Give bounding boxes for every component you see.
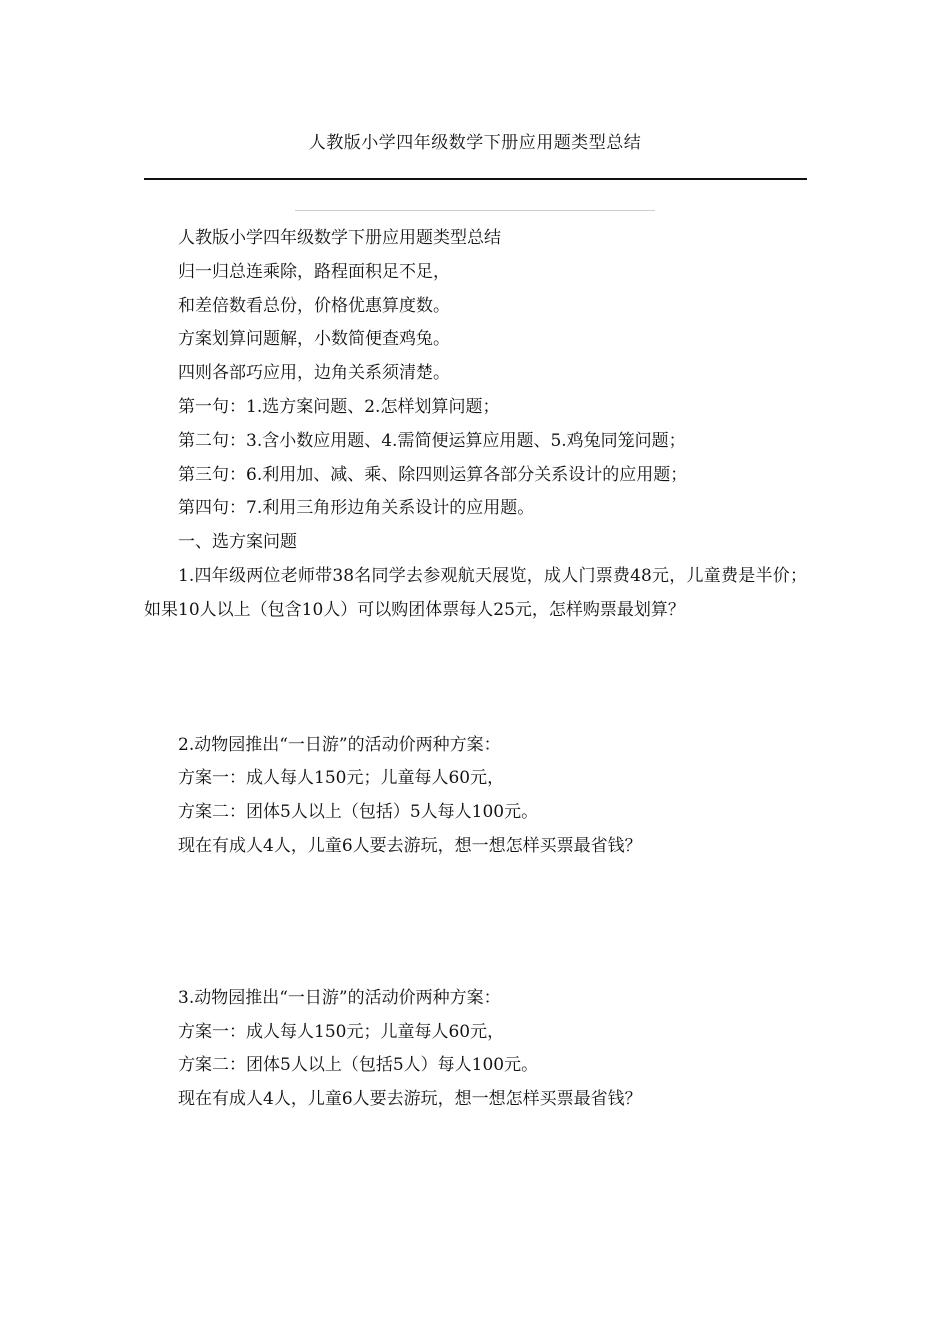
thin-divider	[295, 210, 655, 211]
verse-line: 四则各部巧应用，边角关系须清楚。	[178, 363, 450, 384]
header-rule	[144, 178, 807, 180]
problem-3-line: 方案二：团体5人以上（包括5人）每人100元。	[178, 1055, 539, 1076]
sentence-line: 第二句：3.含小数应用题、4.需简便运算应用题、5.鸡兔同笼问题；	[178, 430, 686, 451]
verse-line: 和差倍数看总份，价格优惠算度数。	[178, 295, 450, 316]
document-title: 人教版小学四年级数学下册应用题类型总结	[178, 228, 501, 248]
sentence-line: 第一句：1.选方案问题、2.怎样划算问题；	[178, 396, 500, 417]
answer-space	[144, 628, 807, 729]
verse-line: 方案划算问题解，小数简便查鸡兔。	[178, 329, 450, 350]
page-header-title: 人教版小学四年级数学下册应用题类型总结	[308, 133, 642, 153]
problem-3-line: 现在有成人4人，儿童6人要去游玩，想一想怎样买票最省钱？	[178, 1089, 642, 1110]
problem-3-line: 方案一：成人每人150元；儿童每人60元，	[178, 1021, 505, 1042]
verse-line: 归一归总连乘除，路程面积足不足，	[178, 261, 450, 282]
sentence-line: 第三句：6.利用加、减、乘、除四则运算各部分关系设计的应用题；	[178, 464, 688, 485]
document-body	[144, 222, 807, 1117]
section-heading: 一、选方案问题	[178, 532, 297, 553]
sentence-line: 第四句：7.利用三角形边角关系设计的应用题。	[178, 498, 535, 519]
problem-2-line: 方案一：成人每人150元；儿童每人60元，	[178, 768, 505, 789]
answer-space	[144, 864, 807, 982]
problem-1: 1.四年级两位老师带38名同学去参观航天展览，成人门票费48元，儿童费是半价；如果10人以上（包含10人）可以购团体票每人25元，怎样购票最划算？	[144, 565, 807, 620]
problem-2-line: 现在有成人4人，儿童6人要去游玩，想一想怎样买票最省钱？	[178, 835, 642, 856]
problem-2-line: 方案二：团体5人以上（包括）5人每人100元。	[178, 802, 539, 823]
problem-3-line: 3.动物园推出“一日游”的活动价两种方案：	[178, 987, 501, 1008]
problem-2-line: 2.动物园推出“一日游”的活动价两种方案：	[178, 734, 501, 755]
